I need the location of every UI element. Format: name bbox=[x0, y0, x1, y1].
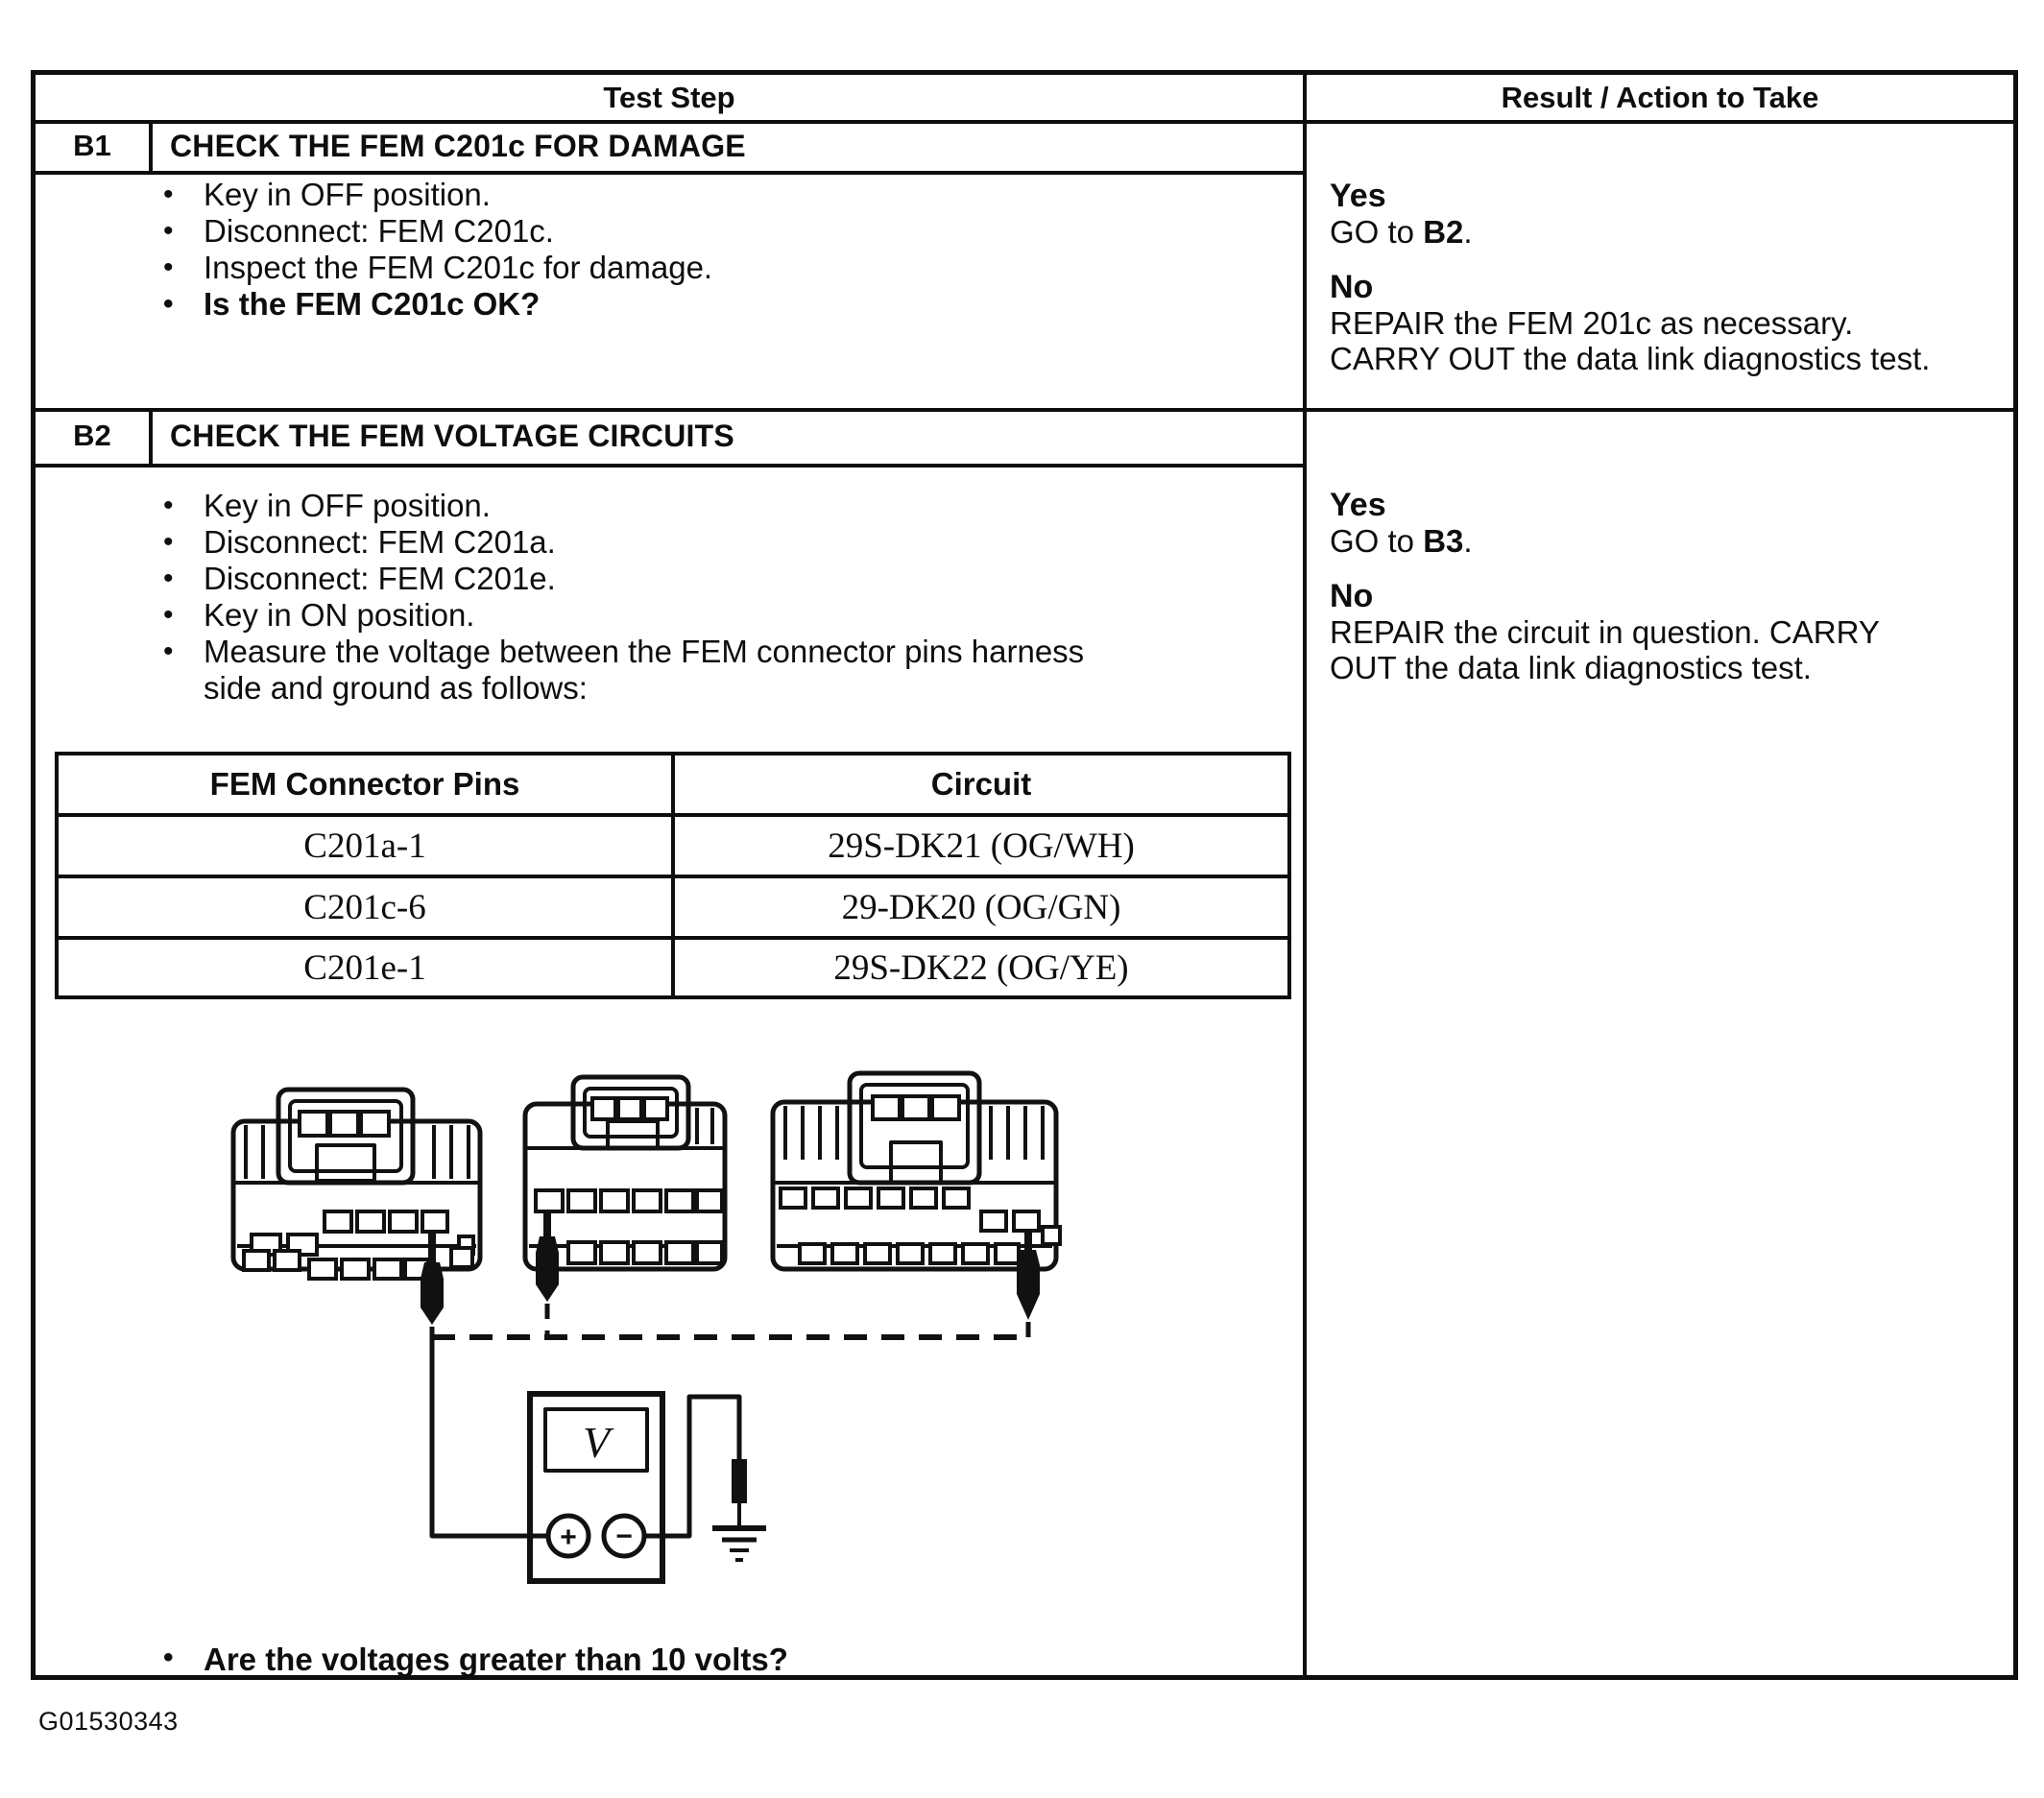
yes-action: GO to B2. bbox=[1330, 214, 1473, 250]
list-item: • Key in ON position. bbox=[163, 597, 475, 633]
figure-id: G01530343 bbox=[38, 1707, 179, 1736]
bullet-icon: • bbox=[163, 526, 174, 558]
ground-symbol-icon bbox=[712, 1528, 766, 1560]
pin-table-header-pins: FEM Connector Pins bbox=[209, 766, 520, 802]
test-probe-icon-middle bbox=[536, 1211, 559, 1302]
yes-label: Yes bbox=[1330, 178, 1386, 214]
bullet-icon: • bbox=[163, 288, 174, 320]
header-divider bbox=[36, 120, 2013, 124]
voltmeter-negative-wire bbox=[644, 1397, 739, 1536]
column-divider bbox=[1303, 75, 1307, 1675]
bullet-icon: • bbox=[163, 563, 174, 594]
b2-title-divider bbox=[36, 464, 1303, 467]
bullet-icon: • bbox=[163, 179, 174, 210]
bullet-icon: • bbox=[163, 635, 174, 667]
yes-label: Yes bbox=[1330, 487, 1386, 523]
b1-row-divider bbox=[36, 408, 2013, 412]
list-item: • Disconnect: FEM C201e. bbox=[163, 561, 556, 596]
no-label: No bbox=[1330, 578, 1374, 614]
positive-terminal: + bbox=[560, 1522, 577, 1553]
circuit-cell: 29S-DK22 (OG/YE) bbox=[671, 936, 1287, 995]
step-title-b2: CHECK THE FEM VOLTAGE CIRCUITS bbox=[170, 419, 734, 453]
step-id-b1: B1 bbox=[73, 129, 111, 162]
connector-icon-left bbox=[233, 1090, 480, 1279]
yes-action: GO to B3. bbox=[1330, 523, 1473, 559]
list-item: • Disconnect: FEM C201a. bbox=[163, 524, 556, 560]
negative-terminal: − bbox=[615, 1521, 633, 1552]
circuit-cell: 29-DK20 (OG/GN) bbox=[671, 875, 1287, 936]
pin-cell: C201a-1 bbox=[59, 813, 671, 875]
voltage-measurement-diagram bbox=[125, 1056, 1210, 1594]
b2-question: • Are the voltages greater than 10 volts? bbox=[163, 1642, 788, 1677]
pin-cell: C201e-1 bbox=[59, 936, 671, 995]
b1-result-cell bbox=[1330, 179, 1954, 376]
b1-procedure-list bbox=[163, 177, 1267, 323]
list-item: • Disconnect: FEM C201c. bbox=[163, 213, 554, 249]
b1-title-divider bbox=[36, 171, 1303, 175]
bullet-icon: • bbox=[163, 215, 174, 247]
pin-table-header-circuit: Circuit bbox=[671, 755, 1287, 813]
step-question: • Is the FEM C201c OK? bbox=[163, 286, 541, 322]
pin-cell: C201c-6 bbox=[59, 875, 671, 936]
bullet-icon: • bbox=[163, 1642, 174, 1673]
no-action: REPAIR the FEM 201c as necessary. CARRY OUT the data link diagnostics test. bbox=[1330, 305, 1931, 376]
fem-pin-circuit-table bbox=[55, 752, 1291, 999]
list-item: • Key in OFF position. bbox=[163, 488, 491, 523]
pinpoint-test-table bbox=[31, 70, 2018, 1680]
voltmeter-icon bbox=[530, 1394, 662, 1581]
b2-result-cell bbox=[1330, 488, 1954, 685]
connector-icon-right bbox=[773, 1073, 1060, 1269]
test-lead-dashed-wires bbox=[432, 1304, 1028, 1337]
list-item: • Inspect the FEM C201c for damage. bbox=[163, 250, 713, 285]
no-action: REPAIR the circuit in question. CARRY OUT the data link diagnostics test. bbox=[1330, 614, 1880, 685]
ground-probe-icon bbox=[732, 1459, 747, 1528]
circuit-cell: 29S-DK21 (OG/WH) bbox=[671, 813, 1287, 875]
step-id-b2: B2 bbox=[73, 419, 111, 452]
no-label: No bbox=[1330, 269, 1374, 305]
voltmeter-display: V bbox=[582, 1418, 611, 1467]
bullet-icon: • bbox=[163, 599, 174, 631]
test-step-header: Test Step bbox=[603, 81, 735, 114]
bullet-icon: • bbox=[163, 252, 174, 283]
result-action-header: Result / Action to Take bbox=[1501, 81, 1819, 114]
list-item: • Key in OFF position. bbox=[163, 177, 491, 212]
step-title-b1: CHECK THE FEM C201c FOR DAMAGE bbox=[170, 129, 746, 163]
b1-id-divider bbox=[149, 120, 153, 175]
bullet-icon: • bbox=[163, 490, 174, 521]
list-item: • Measure the voltage between the FEM connector pins harness side and ground as follows: bbox=[163, 634, 1085, 706]
b2-id-divider bbox=[149, 408, 153, 467]
b2-procedure-list bbox=[163, 488, 1152, 707]
